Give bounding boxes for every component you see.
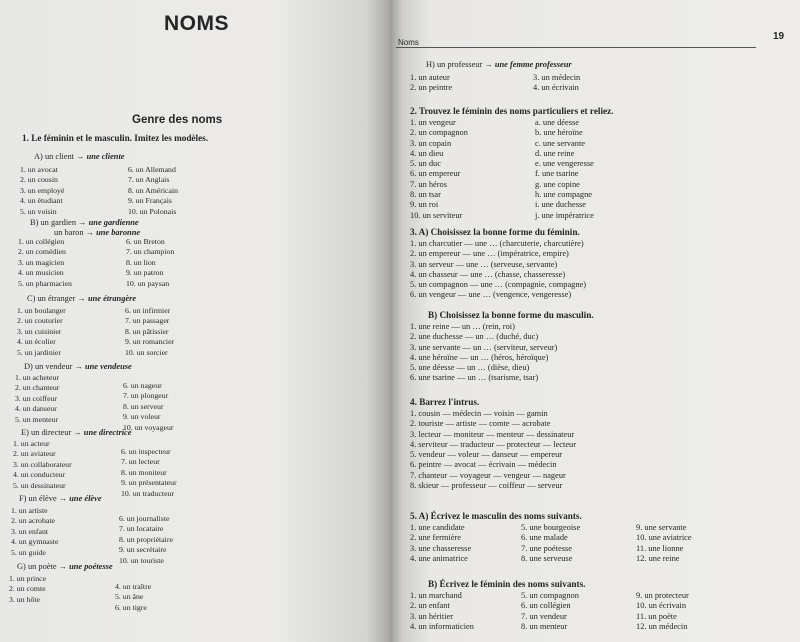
section-title: Genre des noms	[132, 114, 223, 126]
list-item: 5. vendeur — voleur — danseur — empereur	[410, 450, 563, 460]
group-f-col1	[11, 507, 58, 559]
group-e-col2	[121, 448, 177, 500]
list-item: 3. une chasseresse	[410, 543, 472, 553]
right-page	[390, 0, 800, 642]
list-item: 9. un voleur	[123, 412, 161, 422]
list-item: 11. un poète	[636, 611, 677, 621]
list-item: 9. un roi	[410, 200, 439, 210]
list-item: 3. un médecin	[533, 73, 581, 82]
list-item: 3. un employé	[20, 185, 65, 195]
list-item: 3. une servante — un … (serviteur, serveur)	[410, 342, 558, 352]
left-page	[0, 0, 390, 642]
model-from: un élève	[28, 494, 57, 503]
group-f-letter: F)	[19, 494, 27, 503]
list-item: g. une copine	[535, 179, 580, 189]
list-item: 1. un vengeur	[410, 118, 456, 127]
list-item: 2. une fermière	[410, 533, 461, 543]
model-from: un poète	[27, 562, 57, 571]
list-item: 7. un plongeur	[123, 391, 169, 401]
group-a-col1	[20, 166, 64, 218]
arrow-icon: →	[85, 228, 95, 237]
list-item: 10. un paysan	[126, 278, 170, 288]
list-item: 2. un peintre	[410, 83, 453, 93]
list-item: 1. une candidate	[410, 523, 465, 532]
group-b-model	[30, 218, 139, 227]
list-item: 4. un écolier	[17, 337, 56, 347]
list-item: 10. un serviteur	[410, 210, 463, 220]
list-item: 7. un Anglais	[128, 175, 170, 185]
list-item: 4. un traître	[115, 582, 152, 591]
arrow-icon: →	[77, 294, 86, 303]
list-item: j. une impératrice	[535, 210, 594, 220]
list-item: 5. une bourgeoise	[521, 523, 581, 532]
list-item: 4. serviteur — traducteur — protecteur — lecteur	[410, 439, 577, 449]
group-f-col2	[119, 515, 173, 567]
model-from: un client	[44, 152, 75, 161]
arrow-icon: →	[76, 152, 85, 161]
list-item: b. une héroïne	[535, 128, 583, 138]
list-item: 10. un écrivain	[636, 601, 687, 611]
list-item: 6. un inspecteur	[121, 447, 171, 456]
exercise-5b-heading: B) Écrivez le féminin des noms suivants.	[428, 579, 586, 589]
list-item: c. une servante	[535, 138, 585, 148]
list-item: 5. un duc	[410, 159, 441, 169]
list-item: 1. cousin — médecin — voisin — gamin	[410, 409, 548, 418]
list-item: 2. un enfant	[410, 601, 450, 611]
list-item: 7. un locataire	[119, 524, 164, 534]
model-to: une élève	[69, 494, 102, 503]
list-item: 3. un héritier	[410, 611, 454, 621]
model-to: une étrangère	[87, 294, 137, 303]
list-item: 10. une aviatrice	[636, 533, 692, 543]
list-item: 1. un auteur	[410, 73, 450, 82]
list-item: 1. un artiste	[11, 506, 48, 515]
list-item: 4. un chasseur — une … (chasse, chasseresse)	[410, 269, 566, 279]
list-item: 10. un traducteur	[121, 488, 175, 498]
list-item: 7. une poétesse	[521, 543, 572, 553]
arrow-icon: →	[58, 562, 68, 571]
arrow-icon: →	[484, 60, 493, 69]
list-item: 7. un champion	[126, 247, 175, 257]
list-item: 2. un aviateur	[13, 449, 56, 459]
list-item: a. une déesse	[535, 118, 579, 127]
group-h-to: une femme professeur	[494, 60, 572, 69]
model-to: une directrice	[83, 428, 132, 437]
list-item: 5. un compagnon	[521, 591, 579, 600]
group-g-letter: G)	[17, 562, 26, 571]
exercise-5a-col1	[410, 523, 471, 564]
exercise-3b-list	[410, 322, 557, 384]
list-item: 5. un jardinier	[17, 347, 61, 357]
list-item: 2. un chanteur	[15, 383, 60, 393]
list-item: h. une compagne	[535, 190, 592, 200]
list-item: 1. une reine — un … (rein, roi)	[410, 322, 515, 331]
model-to: une gardienne	[88, 218, 139, 227]
list-item: 8. un serveur	[123, 401, 164, 411]
list-item: 4. un étudiant	[20, 196, 63, 206]
exercise-2-col1	[410, 118, 468, 221]
group-c-col1	[17, 307, 66, 359]
list-item: 9. un romancier	[125, 337, 175, 347]
list-item: e. une vengeresse	[535, 159, 594, 169]
model-from: un gardien	[40, 218, 77, 227]
list-item: 12. une reine	[636, 553, 680, 563]
exercise-3a-list	[410, 239, 586, 301]
exercise-3b-heading: B) Choisissez la bonne forme du masculin.	[428, 310, 594, 320]
list-item: 8. un Américain	[128, 185, 179, 195]
model-from: un vendeur	[34, 362, 73, 371]
list-item: 4. un gymnaste	[11, 537, 59, 547]
list-item: 9. un patron	[126, 268, 164, 278]
model-to: une cliente	[86, 152, 125, 161]
exercise-3a-heading: 3. A) Choisissez la bonne forme du féminin.	[410, 227, 580, 237]
group-d-col2	[123, 382, 173, 434]
exercise-2-col2	[535, 118, 594, 221]
list-item: 8. un propriétaire	[119, 534, 173, 544]
model-from: un directeur	[31, 428, 72, 437]
list-item: 4. un informaticien	[410, 621, 474, 631]
list-item: 4. un danseur	[15, 404, 57, 414]
list-item: 6. un empereur	[410, 169, 461, 179]
list-item: 3. un enfant	[11, 526, 49, 536]
group-h-col2	[533, 73, 580, 94]
list-item: 3. un copain	[410, 138, 452, 148]
list-item: 3. un cuisinier	[17, 326, 62, 336]
group-b-col1	[18, 238, 72, 290]
list-item: 4. une animatrice	[410, 553, 468, 563]
list-item: 7. un vendeur	[521, 611, 567, 621]
list-item: 8. skieur — professeur — coiffeur — serveur	[410, 481, 563, 491]
model-to: une poétesse	[69, 562, 113, 571]
group-d-col1	[15, 374, 59, 426]
list-item: 8. une serveuse	[521, 553, 573, 563]
group-g-col1	[9, 575, 46, 606]
list-item: 3. lecteur — moniteur — menteur — dessinateur	[410, 429, 575, 439]
exercise-5b-col1	[410, 591, 474, 632]
list-item: 6. un nageur	[123, 381, 162, 390]
list-item: 7. chanteur — voyageur — vengeur — nageur	[410, 470, 566, 480]
list-item: 2. un acrobate	[11, 516, 55, 526]
list-item: 2. un couturier	[17, 316, 63, 326]
list-item: 2. un compagnon	[410, 128, 468, 138]
list-item: 12. un médecin	[636, 621, 688, 631]
list-item: 1. un boulanger	[17, 306, 66, 315]
arrow-icon: →	[58, 494, 68, 503]
model-to: une vendeuse	[84, 362, 132, 371]
list-item: 6. un infirmier	[125, 306, 171, 315]
list-item: 10. un voyageur	[123, 422, 174, 432]
list-item: 2. un empereur — une … (impératrice, empire)	[410, 249, 569, 259]
list-item: 2. touriste — artiste — comte — acrobate	[410, 419, 551, 429]
list-item: 8. un lion	[126, 257, 156, 267]
list-item: 5. une déesse — un … (dièse, dieu)	[410, 363, 530, 373]
group-c-model	[27, 294, 136, 303]
exercise-4-list	[410, 409, 576, 491]
list-item: 6. une tsarine — un … (tsarisme, tsar)	[410, 373, 539, 383]
list-item: 3. un hôte	[9, 594, 40, 604]
list-item: 5. un voisin	[20, 206, 57, 216]
list-item: 1. un marchand	[410, 591, 462, 600]
list-item: 5. un dessinateur	[13, 480, 66, 490]
list-item: 6. une malade	[521, 533, 568, 543]
group-g-model	[17, 562, 113, 571]
list-item: 1. un collégien	[18, 237, 65, 246]
list-item: 5. un pharmacien	[18, 278, 72, 288]
list-item: 8. un menteur	[521, 621, 568, 631]
list-item: 6. un collégien	[521, 601, 571, 611]
list-item: 4. un conducteur	[13, 470, 66, 480]
model-from: un baron	[54, 228, 84, 237]
list-item: 5. un guide	[11, 547, 46, 557]
group-h-from: un professeur	[436, 60, 483, 69]
list-item: 5. un menteur	[15, 414, 59, 424]
list-item: 4. un musicien	[18, 268, 64, 278]
list-item: 6. un Breton	[126, 237, 165, 246]
group-e-model	[21, 428, 131, 437]
list-item: 9. un protecteur	[636, 591, 689, 600]
page-title: NOMS	[164, 12, 229, 35]
list-item: 8. un moniteur	[121, 467, 167, 477]
list-item: 7. un lecteur	[121, 457, 160, 467]
list-item: 5. un âne	[115, 592, 144, 602]
group-b-col2	[126, 238, 174, 290]
group-e-letter: E)	[21, 428, 29, 437]
group-a-model	[34, 152, 125, 161]
list-item: 3. un serveur — une … (serveuse, servante)	[410, 259, 558, 269]
list-item: 2. un cousin	[20, 175, 58, 185]
exercise-5a-col3	[636, 523, 692, 564]
model-to: une baronne	[96, 228, 141, 237]
list-item: 9. une servante	[636, 523, 687, 532]
exercise-1-heading: 1. Le féminin et le masculin. Imitez les modèles.	[22, 133, 209, 143]
arrow-icon: →	[74, 362, 83, 371]
list-item: 7. un héros	[410, 179, 447, 189]
running-header: Noms	[398, 38, 419, 47]
group-d-model	[24, 362, 132, 371]
list-item: 1. un acteur	[13, 439, 50, 448]
list-item: 3. un magicien	[18, 257, 65, 267]
list-item: 9. un secrétaire	[119, 545, 167, 555]
arrow-icon: →	[78, 218, 87, 227]
list-item: 9. un présentateur	[121, 478, 177, 488]
exercise-2-heading: 2. Trouvez le féminin des noms particuliers et reliez.	[410, 106, 614, 116]
group-h-model	[426, 60, 572, 69]
group-f-model	[19, 494, 102, 503]
list-item: 2. une duchesse — un … (duché, duc)	[410, 332, 539, 342]
list-item: 8. un pâtissier	[125, 326, 169, 336]
list-item: 3. un collaborateur	[13, 459, 72, 469]
arrow-icon: →	[73, 428, 82, 437]
group-c-letter: C)	[27, 294, 36, 303]
model-from: un étranger	[37, 294, 76, 303]
list-item: i. une duchesse	[535, 200, 586, 210]
list-item: 6. un vengeur — une … (vengence, vengeresse)	[410, 290, 572, 300]
list-item: 10. un touriste	[119, 555, 164, 565]
list-item: d. une reine	[535, 148, 575, 158]
list-item: 10. un sorcier	[125, 347, 168, 357]
group-a-letter: A)	[34, 152, 43, 161]
list-item: 2. un comte	[9, 584, 46, 594]
exercise-4-heading: 4. Barrez l'intrus.	[410, 397, 480, 407]
group-a-col2	[128, 166, 178, 218]
exercise-5b-col2	[521, 591, 579, 632]
list-item: 4. une héroïne — un … (héros, héroïque)	[410, 352, 549, 362]
list-item: 9. un Français	[128, 196, 172, 206]
group-c-col2	[125, 307, 174, 359]
exercise-5a-heading: 5. A) Écrivez le masculin des noms suivants.	[410, 511, 582, 521]
header-rule	[396, 47, 756, 48]
group-h-col1	[410, 73, 452, 94]
list-item: 7. un passager	[125, 316, 170, 326]
group-g-col2	[115, 583, 151, 614]
list-item: 1. un prince	[9, 574, 47, 583]
exercise-5b-col3	[636, 591, 689, 632]
list-item: 6. peintre — avocat — écrivain — médecin	[410, 460, 557, 470]
exercise-5a-col2	[521, 523, 580, 564]
page-number: 19	[773, 31, 785, 42]
list-item: 4. un écrivain	[533, 83, 579, 93]
list-item: f. une tsarine	[535, 169, 579, 179]
list-item: 6. un tigre	[115, 602, 147, 612]
list-item: 1. un charcutier — une … (charcuterie, charcutière)	[410, 239, 584, 248]
list-item: 11. une lionne	[636, 543, 684, 553]
list-item: 8. un tsar	[410, 190, 441, 200]
list-item: 5. un compagnon — une … (compagnie, compagne)	[410, 280, 587, 290]
group-e-col1	[13, 440, 72, 492]
list-item: 6. un Allemand	[128, 165, 176, 174]
list-item: 1. un avocat	[20, 165, 58, 174]
list-item: 1. un acheteur	[15, 373, 59, 382]
group-d-letter: D)	[24, 362, 33, 371]
list-item: 4. un dieu	[410, 148, 444, 158]
list-item: 3. un coiffeur	[15, 393, 58, 403]
group-b-letter: B)	[30, 218, 39, 227]
list-item: 10. un Polonais	[128, 206, 177, 216]
list-item: 6. un journaliste	[119, 514, 170, 523]
group-h-letter: H)	[426, 60, 435, 69]
list-item: 2. un comédien	[18, 247, 66, 257]
group-b-model	[54, 228, 140, 237]
